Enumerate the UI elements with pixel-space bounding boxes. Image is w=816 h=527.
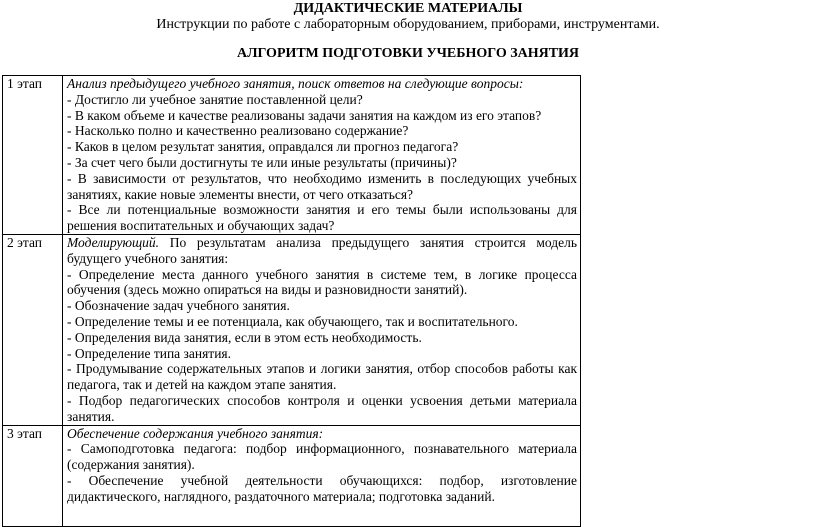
list-item: - Все ли потенциальные возможности занятия и его темы были использованы для решения воспитательных и обучающих задач? (67, 202, 577, 234)
stage-content (63, 425, 581, 526)
list-item: - Определение места данного учебного занятия в системе тем, в логике процесса обучения (здесь можно опираться на виды и разновидности занятий). (67, 266, 577, 298)
list-item: - В каком объеме и качестве реализованы задачи занятия на каждом из его этапов? (67, 107, 542, 123)
list-item: - Насколько полно и качественно реализовано содержание? (67, 123, 409, 139)
stage-intro: Анализ предыдущего учебного занятия, поиск ответов на следующие вопросы: (67, 76, 524, 91)
list-item: - В зависимости от результатов, что необходимо изменить в последующих учебных занятиях, какие новые элементы внести, от чего отказаться? (67, 170, 577, 202)
stage-intro: Обеспечение содержания учебного занятия: (67, 425, 324, 441)
section-title: АЛГОРИТМ ПОДГОТОВКИ УЧЕБНОГО ЗАНЯТИЯ (236, 46, 580, 61)
list-item: - Обозначение задач учебного занятия. (67, 298, 290, 314)
stage-label: 2 этап (3, 234, 63, 425)
stage-intro: Моделирующий. (67, 234, 160, 250)
list-item: - Достигло ли учебное занятие поставленной цели? (67, 91, 363, 107)
algorithm-table (2, 75, 581, 527)
table-row (3, 76, 581, 235)
stage-intro-rest: По результатам анализа предыдущего занятия строится модель будущего учебного занятия: (67, 234, 577, 266)
list-item: - Продумывание содержательных этапов и логики занятия, отбор способов работы как педагога, так и детей на каждом этапе занятия. (67, 361, 577, 393)
table-row (3, 425, 581, 526)
list-item: - Обеспечение учебной деятельности обучающихся: подбор, изготовление дидактического, наглядного, раздаточного материала; подготовка заданий. (67, 472, 577, 504)
stage-label: 1 этап (3, 76, 63, 235)
list-item: - Подбор педагогических способов контроля и оценки усвоения детьми материала занятия. (67, 392, 577, 424)
list-item: - Определение типа занятия. (67, 345, 231, 361)
stage-content (63, 234, 581, 425)
list-item: - За счет чего были достигнуты те или иные результаты (причины)? (67, 154, 457, 170)
document-title: ДИДАКТИЧЕСКИЕ МАТЕРИАЛЫ (293, 1, 523, 16)
stage-content (63, 76, 581, 235)
stage-label: 3 этап (3, 425, 63, 526)
document-subtitle: Инструкции по работе с лабораторным оборудованием, приборами, инструментами. (156, 17, 660, 32)
list-item: - Каков в целом результат занятия, оправдался ли прогноз педагога? (67, 139, 459, 155)
list-item: - Определения вида занятия, если в этом есть необходимость. (67, 329, 422, 345)
list-item: - Самоподготовка педагога: подбор информационного, познавательного материала (содержания занятия). (67, 441, 577, 473)
table-row (3, 234, 581, 425)
list-item: - Определение темы и ее потенциала, как обучающего, так и воспитательного. (67, 313, 518, 329)
